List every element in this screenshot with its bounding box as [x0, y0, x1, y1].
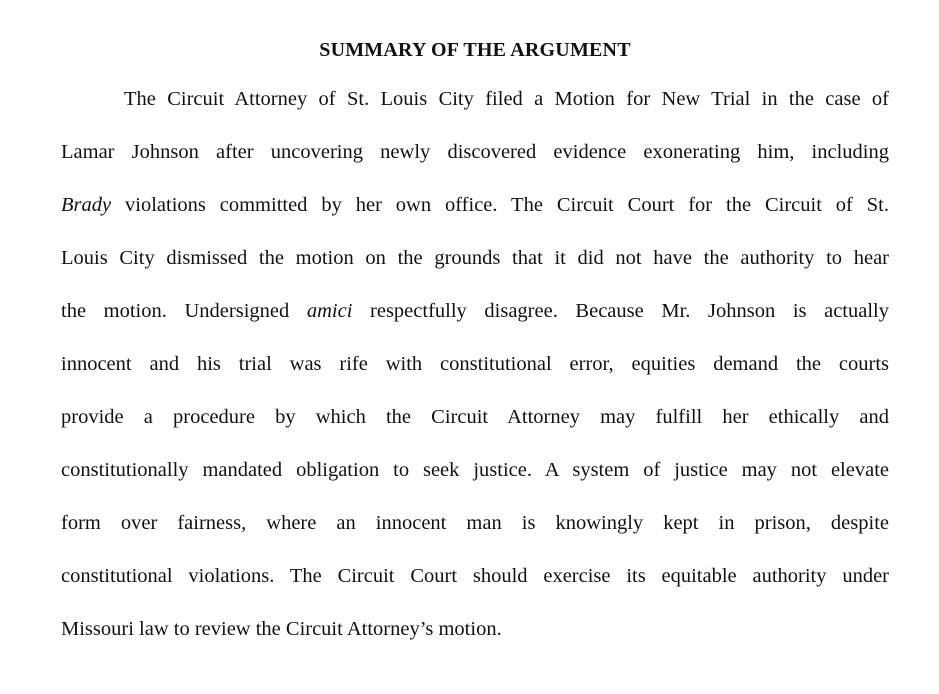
paragraph-line-10: [61, 562, 889, 615]
paragraph-line-1: [61, 85, 889, 138]
italic-term: amici: [306, 300, 353, 322]
line-text: Missouri law to review the Circuit Attorney’s motion.: [61, 618, 502, 640]
paragraph-line-7: [61, 403, 889, 456]
paragraph-line-11: [61, 615, 889, 668]
line-text: constitutional violations. The Circuit Court should exercise its equitable authority under: [61, 565, 889, 587]
paragraph-line-2: [61, 138, 889, 191]
line-text: violations committed by her own office. The Circuit Court for the Circuit of St.: [111, 194, 889, 216]
italic-case-name: Brady: [61, 194, 112, 216]
argument-paragraph: [61, 85, 889, 668]
line-text: constitutionally mandated obligation to seek justice. A system of justice may not elevate: [61, 459, 889, 481]
line-text: form over fairness, where an innocent man is knowingly kept in prison, despite: [61, 512, 889, 534]
paragraph-line-8: [61, 456, 889, 509]
paragraph-line-9: [61, 509, 889, 562]
line-text: provide a procedure by which the Circuit Attorney may fulfill her ethically and: [61, 406, 889, 428]
section-heading: SUMMARY OF THE ARGUMENT: [319, 39, 631, 61]
line-text-before: the motion. Undersigned: [61, 300, 307, 322]
line-text-after: respectfully disagree. Because Mr. Johnson is actually: [352, 300, 889, 322]
line-text: The Circuit Attorney of St. Louis City filed a Motion for New Trial in the case of: [124, 88, 889, 110]
paragraph-line-4: [61, 244, 889, 297]
paragraph-line-3: [61, 191, 889, 244]
paragraph-line-5: [61, 297, 889, 350]
line-text: innocent and his trial was rife with constitutional error, equities demand the courts: [61, 353, 889, 375]
line-text: Lamar Johnson after uncovering newly discovered evidence exonerating him, including: [61, 141, 889, 163]
line-text: Louis City dismissed the motion on the grounds that it did not have the authority to hear: [61, 247, 889, 269]
paragraph-line-6: [61, 350, 889, 403]
